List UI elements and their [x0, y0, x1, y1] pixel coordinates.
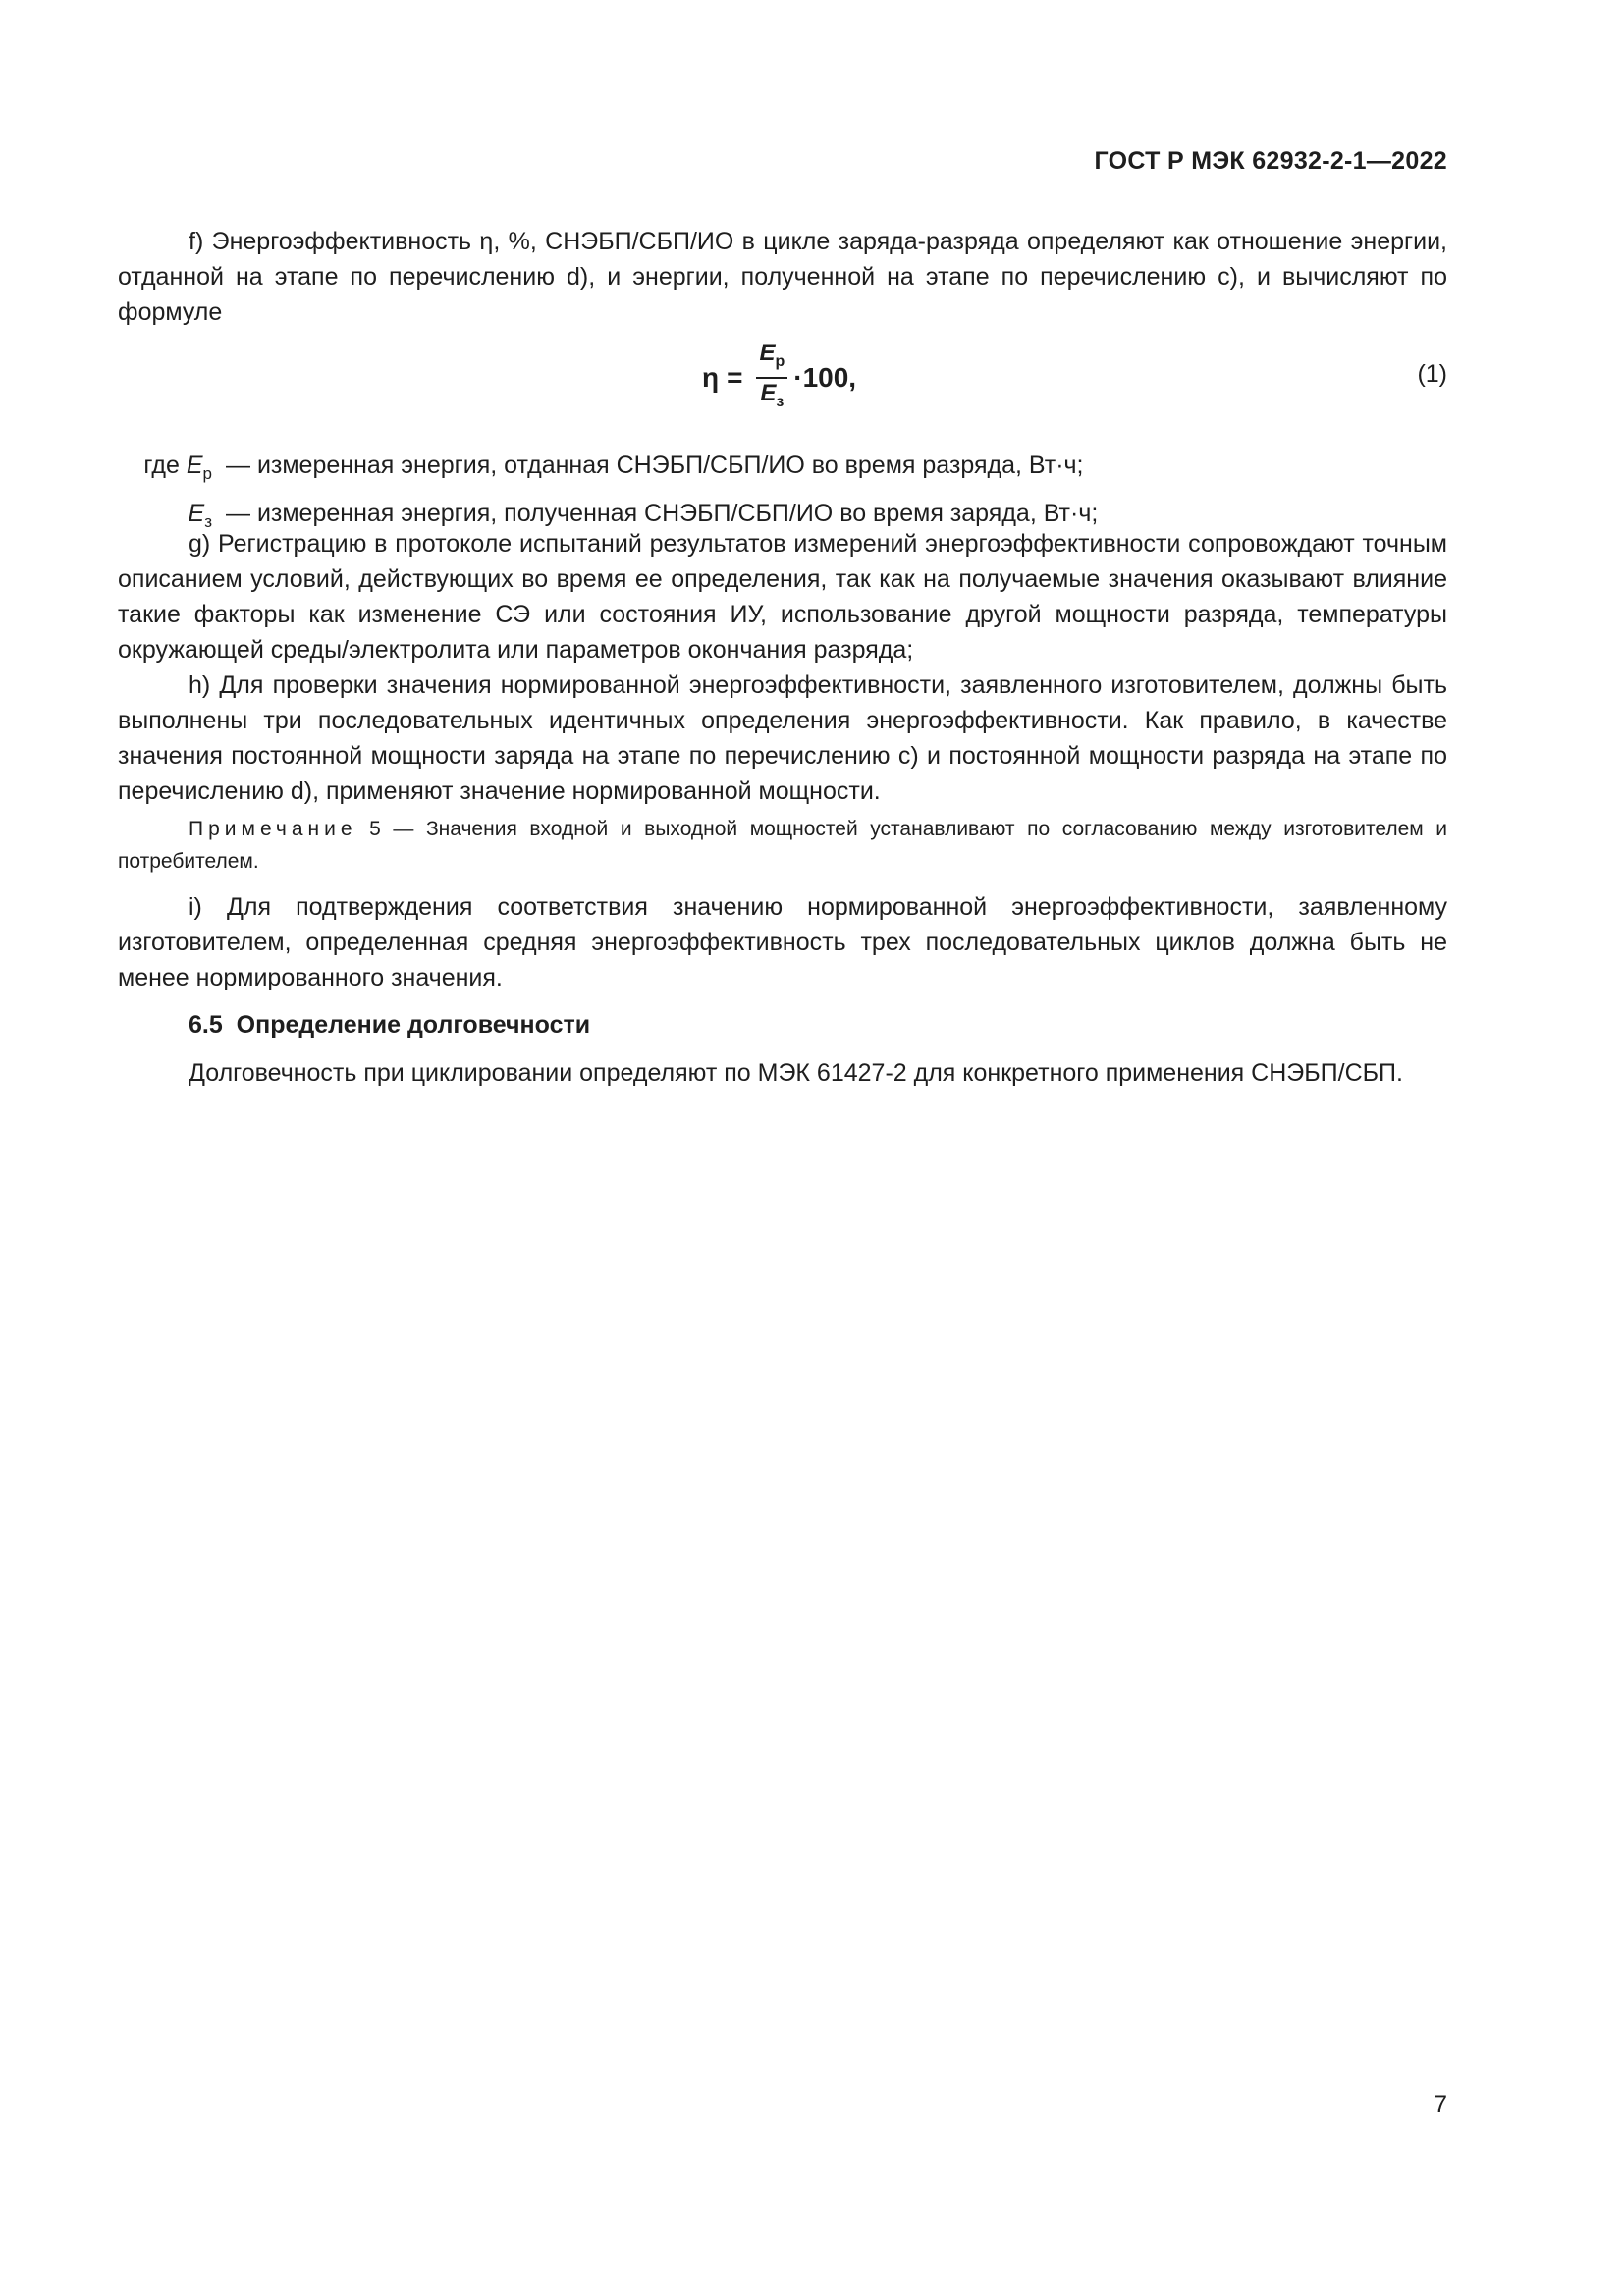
legend-symbol: $E_з$: [188, 500, 212, 531]
formula-equals: =: [727, 362, 743, 393]
note: [118, 813, 1447, 878]
paragraph-i-text: i) Для подтверждения соответствия значению нормированной энергоэффективности, заявленному изготовителем, определенная средняя энергоэффективность трех последовательных циклов должна быть не менее нормированного значения.: [118, 893, 1447, 991]
paragraph-g-text: g) Регистрацию в протоколе испытаний результатов измерений энергоэффективности сопровождают точным описанием условий, действующих во время ее определения, так как на получаемые значения оказывают влияние такие факторы как изменение СЭ или состояния ИУ, использование другой мощности разряда, температуры окружающей среды/электролита или параметров окончания разряда;: [118, 530, 1447, 664]
section-body: [118, 1055, 1447, 1091]
paragraph-f: [118, 224, 1447, 330]
section-number: 6.5: [189, 1011, 223, 1039]
paragraph-g: [118, 526, 1447, 667]
formula-numerator: $E_р$: [756, 339, 787, 379]
formula-fraction: [756, 339, 787, 417]
formula-block: [118, 339, 1447, 417]
legend-symbol: где $E_р$: [143, 452, 212, 483]
formula: [702, 339, 856, 417]
legend-row: [118, 448, 1447, 492]
section-heading: [189, 1011, 590, 1040]
page-number: 7: [1434, 2091, 1447, 2118]
formula-denominator: $E_з$: [760, 380, 785, 410]
section-body-text: Долговечность при циклировании определяют по МЭК 61427-2 для конкретного применения СНЭБП/СБП.: [189, 1059, 1403, 1087]
formula-multiplier: ·100,: [793, 362, 857, 393]
note-label: Примечание: [189, 818, 357, 840]
paragraph-i: [118, 889, 1447, 995]
section-title: Определение долговечности: [236, 1011, 591, 1039]
legend-description: — измеренная энергия, полученная СНЭБП/СБП/ИО во время заряда, Вт·ч;: [226, 500, 1099, 527]
equation-number: (1): [1417, 360, 1447, 388]
legend-description: — измеренная энергия, отданная СНЭБП/СБП/ИО во время разряда, Вт·ч;: [226, 452, 1084, 479]
formula-lhs: η: [702, 362, 720, 393]
note-text: 5 — Значения входной и выходной мощностей устанавливают по согласованию между изготовителем и потребителем.: [118, 818, 1448, 873]
paragraph-f-text: f) Энергоэффективность η, %, СНЭБП/СБП/ИО в цикле заряда-разряда определяют как отношение энергии, отданной на этапе по перечислению d), и энергии, полученной на этапе по перечислению c), и вычисляют по формуле: [118, 228, 1447, 326]
paragraph-h: [118, 667, 1447, 809]
paragraph-h-text: h) Для проверки значения нормированной энергоэффективности, заявленного изготовителем, должны быть выполнены три последовательных идентичных определения энергоэффективности. Как правило, в качестве значения постоянной мощности заряда на этапе по перечислению c) и постоянной мощности разряда на этапе по перечислению d), применяют значение нормированной мощности.: [118, 671, 1447, 805]
document-header: ГОСТ Р МЭК 62932-2-1—2022: [1094, 147, 1447, 175]
